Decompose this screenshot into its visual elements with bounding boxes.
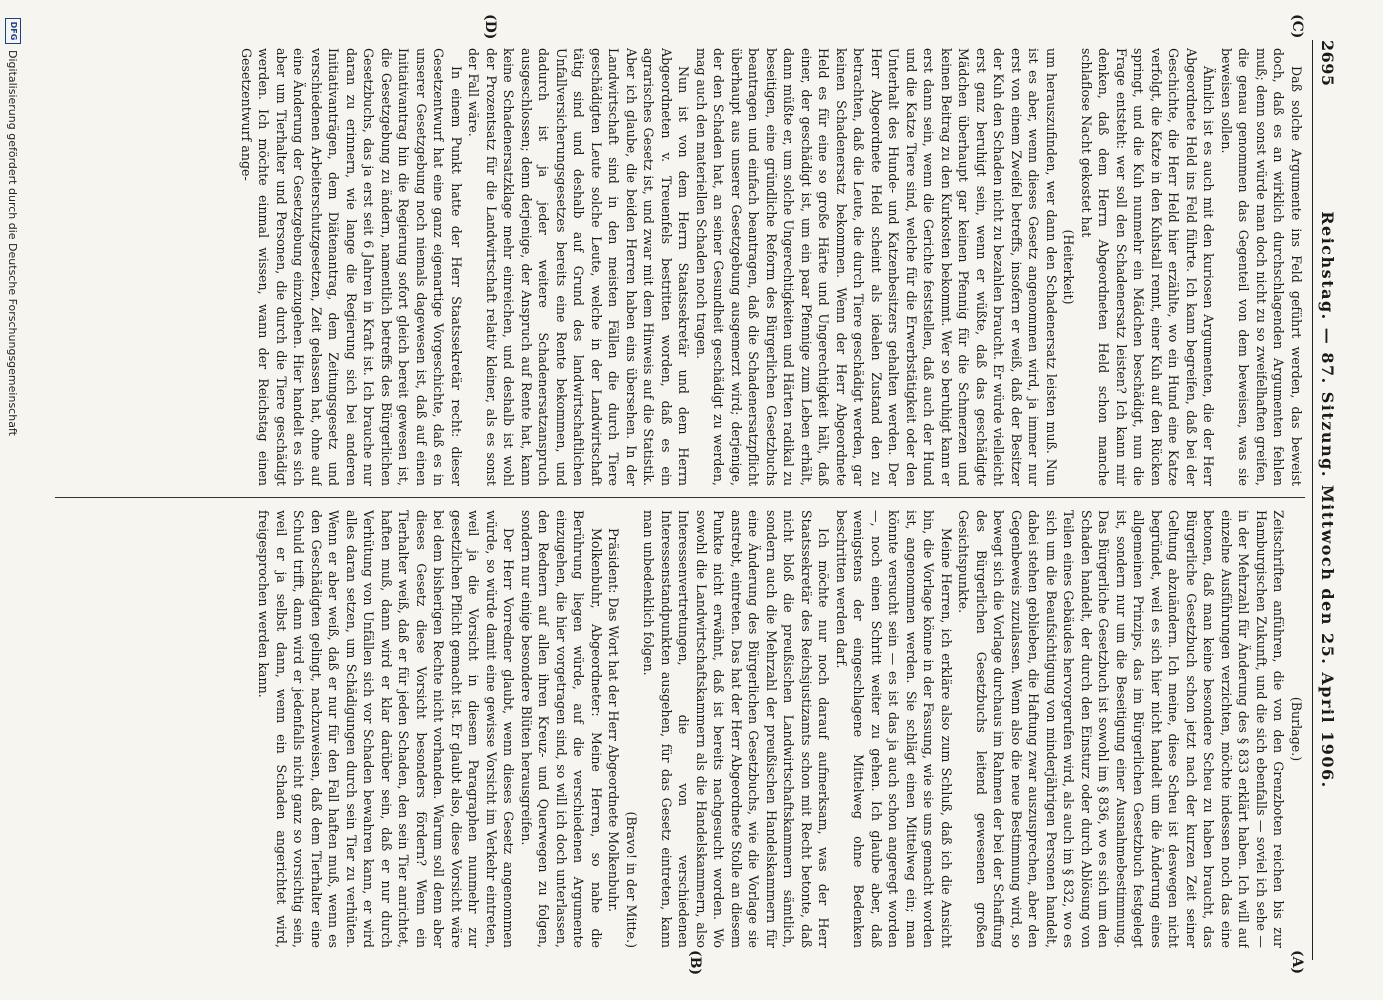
margin-mark-a: (A) [1289, 950, 1305, 975]
paragraph: Meine Herren, ich erkläre also zum Schluß, daß ich die Ansicht bin, die Vorlage könne in der Fassung, wie sie uns gemacht worden ist, angenommen werden. Sie schlägt einen Mittelweg ein; man könnte versucht sein — es ist das ja auch schon angeregt worden —, noch einen Schritt weiter zu gehen. Ich glaube aber, daß wenigstens der eingeschlagene Mittelweg ohne Bedenken beschritten werden darf. [834, 510, 954, 948]
paragraph: Der Herr Vorredner glaubt, wenn dieses Gesetz angenommen würde, so würde damit eine gewisse Vorsicht im Verkehr eintreten, weil ja die Vorsicht in diesem Paragraphen nunmehr zur gesetzlichen Pflicht gemacht ist. Er glaubt also, diese Vorsicht wäre bei dem bisherigen Rechte nicht vorhanden. Warum soll denn aber dieses Gesetz diese Vorsicht besonders fördern? Wenn ein Tierhalter weiß, daß er für jeden Schaden, den sein Tier anrichtet, haften muß, dann wird er klar darüber sein, daß er nur durch Verhütung von Unfällen sich vor Schaden bewahren kann, er wird alles daran setzen, um Schädigungen durch sein Tier zu verhüten. Wenn er aber weiß, daß er nur für den Fall haften muß, wenn es den Geschädigten gelingt, nachzuweisen, daß dem Tierhalter eine Schuld trifft, dann wird er jedenfalls nicht ganz so vorsichtig sein, weil er ja selbst dann, wenn ein Schaden angerichtet wird, freigesprochen werden kann. [256, 510, 517, 948]
text-column-right [55, 510, 1305, 948]
paragraph: In einem Punkt hatte der Herr Staatssekretär recht: dieser Gesetzentwurf hat eine ganz eigenartige Vorgeschichte, daß es in unserer Gesetzgebung noch niemals dagewesen ist, daß auf einen Initiativantrag hin die Regierung sofort gleich bereit gewesen ist, die Gesetzgebung zu ändern, namentlich betreffs des Bürgerlichen Gesetzbuchs, das ja erst seit 6 Jahren in Kraft ist. Ich brauche nur daran zu erinnern, wie lange die Regierung sich bei anderen Initiativanträgen, dem Diätenantrag, dem Zeitungsgesetz und verschiedenen Arbeiterschutzgesetzen, Zeit gelassen hat, ohne auf eine Änderung der Gesetzgebung einzugehen. Hier handelt es sich aber um Tierhalter und Personen, die durch die Tiere geschädigt werden. Ich möchte einmal wissen, wann der Reichstag einen Gesetzentwurf ange- [239, 48, 464, 486]
margin-mark-b: (B) [687, 950, 703, 976]
column-divider [55, 497, 1305, 498]
paragraph: Nun ist von dem Herrn Staatssekretär und dem Herrn Abgeordneten v. Treuenfels bestritten worden, daß es ein agrarisches Gesetz ist, und zwar mit dem Hinweis auf die Statistik. Aber ich glaube, die beiden Herren haben eins übersehen. In der Landwirtschaft sind in den meisten Fällen die durch Tiere geschädigten Leute solche Leute, welche in der Landwirtschaft tätig sind und deshalb auf Grund des landwirtschaftlichen Unfallversicherungsgesetzes bereits eine Rente bekommen, und dadurch ist ja jeder weitere Schadenersatzanspruch ausgeschlossen; denn derjenige, der Anspruch auf Rente hat, kann keine Schadenersatzklage mehr einreichen, und deshalb ist wohl der Prozentsatz für die Landwirtschaft relativ kleiner, als es sonst der Fall wäre. [466, 48, 692, 486]
speaker-note: (Burlage.) [1289, 696, 1304, 762]
interjection: (Heiterkeit) [1061, 229, 1077, 305]
paragraph: Ich möchte nur noch darauf aufmerksam, was der Herr Staatssekretär des Reichsjustizamts schon mit Recht betonte, daß nicht bloß die preußischen Landwirtschaftskammern sämtlich, sondern auch die Mehrzahl der preußischen Handelskammern für eine Änderung des Bürgerlichen Gesetzbuchs, wie die Vorlage sie anstrebt, eintreten. Das hat der Herr Abgeordnete Stolle an diesem Punkte nicht erwähnt, daß ist bereits nachgesucht worden. Wo sowohl die Landwirtschaftskammern als die Handelskammern, also Interessenvertretungen, die von verschiedenen Interessenstandpunkten ausgehen, für das Gesetz eintreten, kann man unbedenklich folgen. [641, 510, 832, 948]
dfg-logo-icon: DFG [5, 18, 21, 44]
page-number: 2695 [1318, 40, 1337, 87]
digitization-credit [0, 0, 26, 1000]
running-title: Reichstag. — 87. Sitzung. Mittwoch den 25. April 1906. [1318, 211, 1337, 789]
margin-mark-c: (C) [1289, 14, 1305, 39]
president-remark: Präsident: Das Wort hat der Herr Abgeordnete Molkenbuhr. [606, 528, 622, 912]
margin-mark-d: (D) [482, 14, 498, 40]
text-column-left [55, 48, 1305, 486]
paragraph: um herauszufinden, wer dann den Schadenersatz leisten muß. Nun ist es aber, wenn dieses Gesetz angenommen wird, ja immer nur erst von einem Zweifel betreffs, insofern er weiß, daß der Besitzer der Kuh den Schaden nicht zu bezahlen braucht. Er würde vielleicht erst ganz beruhigt sein, wenn er wüßte, daß das geschädigte Mädchen überhaupt gar keinen Pfennig für die Schmerzen und keinen Beitrag zu den Kurkosten bekommt. Wer so beruhigt kann er erst dann sein, wenn die Gerichte feststellen, daß auch der Hund und die Katze Tiere sind, welche für die Erwerbstätigkeit oder den Unterhalt des Hunde- und Katzenbesitzers gehalten werden. Der Herr Abgeordnete Held scheint als idealen Zustand den zu betrachten, daß die Leute, die durch Tiere geschädigt werden, gar keinen Schadenersatz bekommen. Wenn der Herr Abgeordnete Held es für eine so große Härte und Ungerechtigkeit hält, daß einer, der geschädigt ist, um ein paar Pfennige zum Leben erhält, dann müßte er, um solche Ungerechtigkeiten und Härten radikal zu beseitigen, eine gründliche Reform des Bürgerlichen Gesetzbuchs beantragen und einfach beantragen, daß die Schadenersatzpflicht überhaupt aus unserer Gesetzgebung ausgemerzt wird; derjenige, der den Schaden hat, an seiner Gesundheit geschädigt zu werden, mag auch den materiellen Schaden noch tragen. [694, 48, 1059, 486]
paragraph: Zeitschriften anführen, die von den Grenzboten reichen bis zur Hamburgischen Zukunft, und die sich ebenfalls — soviel ich sehe — in der Mehrzahl für Änderung des § 833 erklärt haben. Ich will auf einzelne Ausführungen verzichten, möchte indessen noch das eine betonen, daß man keine besondere Scheu zu haben braucht, das Bürgerliche Gesetzbuch schon jetzt nach der kurzen Zeit seiner Geltung abzuändern. Ich meine, diese Scheu ist deswegen nicht begründet, weil es sich hier nicht handelt um die Änderung eines allgemeinen Prinzips, das im Bürgerlichen Gesetzbuch festgelegt ist, sondern nur um die Beseitigung einer Ausnahmebestimmung. Das Bürgerliche Gesetzbuch ist sowohl im § 836, wo es sich um den Schaden handelt, der durch den Einsturz oder durch Ablösung von Teilen eines Gebäudes hervorgerufen wird, als auch im § 832, wo es sich um die Beaufsichtigung von minderjährigen Personen handelt, dabei stehen geblieben, die Haftung zwar auszusprechen, aber den Gegenbeweis zuzulassen. Wenn also die neue Bestimmung wird, so bewegt sich die Vorlage durchaus im Rahmen der bei der Schaffung des Bürgerlichen Gesetzbuchs leitend gewesenen großen Gesichtspunkte. [956, 510, 1287, 948]
speaker-paragraph: Molkenbuhr, Abgeordneter: Meine Herren, so nahe die Berührung liegen würde, auf die verschiedenen Argumente einzugehen, die hier vorgetragen sind, so will ich doch unterlassen, den Rednern auf allen ihren Kreuz- und Querwegen zu folgen, sondern nur einige besondere Blüten herausgreifen. [519, 510, 604, 948]
paragraph: Ähnlich ist es auch mit den kuriosen Argumenten, die der Herr Abgeordnete Held ins Feld führte. Ich kann begreifen, daß bei der Geschichte, die Herr Held hier erzählte, wo ein Hund eine Katze verfolgt, die Katze in den Kuhstall rennt, einer Kuh auf den Rücken springt, und die Kuh nunmehr ein Mädchen beschädigt, nun die Frage entsteht: wer soll den Schadenersatz leisten? Ich kann mir denken, daß dem Herrn Abgeordneten Held schon manche schlaflose Nacht gekostet hat [1079, 48, 1217, 486]
interjection: (Bravo! in der Mitte.) [624, 811, 639, 948]
page-header [1312, 40, 1337, 960]
credit-text: Digitalisierung gefördert durch die Deutsche Forschungsgemeinschaft [6, 50, 20, 436]
paragraph: Daß solche Argumente ins Feld geführt werden, das beweist doch, daß es an wirklich durchschlagenden Argumenten fehlen muß; denn sonst würde man doch nicht zu so zweifelhaften greifen, die genau genommen das Gegenteil von dem beweisen, was sie beweisen sollen. [1219, 48, 1304, 486]
